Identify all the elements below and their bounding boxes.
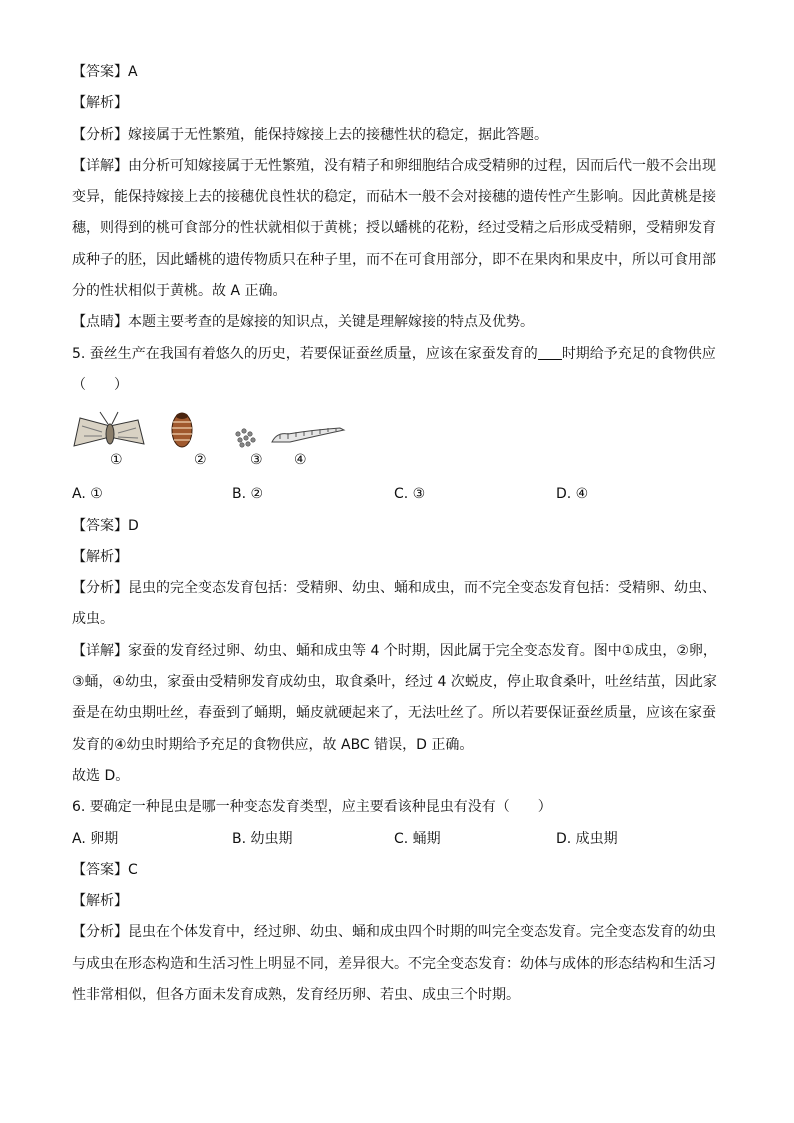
option-d: D. 成虫期 (556, 830, 618, 847)
option-a: A. ① (72, 486, 103, 503)
figure-label: ① (110, 452, 123, 469)
document-page (72, 62, 722, 1016)
option-c: C. 蛹期 (394, 830, 441, 847)
q4-dianjing: 【点睛】本题主要考查的是嫁接的知识点，关键是理解嫁接的特点及优势。 (72, 314, 534, 331)
q4-analysis-heading: 【解析】 (72, 95, 128, 112)
q5-conclusion: 故选 D。 (72, 767, 130, 784)
q5-fenxi (72, 578, 722, 629)
q4-xiangjie (72, 156, 722, 301)
q5-fenxi-line: 成虫。 (72, 611, 114, 628)
q5-paren: （ ） (72, 376, 128, 393)
q5-xiangjie-line: ③蛹，④幼虫，家蚕由受精卵发育成幼虫，取食桑叶，经过 4 次蜕皮，停止取食桑叶，吐丝结茧，因此家 (72, 674, 717, 691)
moth-icon (74, 412, 144, 446)
q4-fenxi: 【分析】嫁接属于无性繁殖，能保持嫁接上去的接穗性状的稳定，据此答题。 (72, 126, 548, 143)
q4-xiangjie-line: 【详解】由分析可知嫁接属于无性繁殖，没有精子和卵细胞结合成受精卵的过程，因而后代一般不会出现 (72, 157, 716, 174)
q4-xiangjie-line: 成种子的胚，因此蟠桃的遗传物质只在种子里，而不在可食用部分，即不在果肉和果皮中，所以可食用部 (72, 251, 716, 268)
q5-answer: 【答案】D (72, 517, 139, 534)
q5-xiangjie (72, 641, 722, 755)
q6-options (72, 829, 722, 849)
q4-xiangjie-line: 穗，则得到的桃可食部分的性状就相似于黄桃；授以蟠桃的花粉，经过受精之后形成受精卵，受精卵发育 (72, 220, 716, 237)
q4-xiangjie-line: 分的性状相似于黄桃。故 A 正确。 (72, 283, 287, 300)
answer-blank (538, 345, 562, 360)
silkworm-stages-illustration (72, 406, 362, 454)
larva-icon (272, 428, 344, 442)
q6-stem: 6. 要确定一种昆虫是哪一种变态发育类型，应主要看该种昆虫有没有（ ） (72, 799, 552, 816)
q5-xiangjie-line: 发育的④幼虫时期给予充足的食物供应，故 ABC 错误，D 正确。 (72, 736, 474, 753)
q5-fenxi-line: 【分析】昆虫的完全变态发育包括：受精卵、幼虫、蛹和成虫，而不完全变态发育包括：受精卵、幼虫、 (72, 580, 716, 597)
q5-stem (72, 344, 722, 364)
q6-analysis-heading: 【解析】 (72, 893, 128, 910)
q5-analysis-heading: 【解析】 (72, 548, 128, 565)
q6-fenxi-line: 与成虫在形态构造和生活习性上明显不同，差异很大。不完全变态发育：幼体与成体的形态结构和生活习 (72, 955, 716, 972)
q4-answer: 【答案】A (72, 64, 138, 80)
option-c: C. ③ (394, 486, 426, 503)
q5-stem-part-b: 时期给予充足的食物供应 (561, 345, 716, 362)
q4-xiangjie-line: 变异，能保持嫁接上去的接穗优良性状的稳定，而砧木一般不会对接穗的遗传性产生影响。因此黄桃是接 (72, 189, 716, 206)
q5-options (72, 484, 722, 504)
q6-fenxi-line: 性非常相似，但各方面未发育成熟，发育经历卵、若虫、成虫三个时期。 (72, 987, 520, 1004)
q6-answer: 【答案】C (72, 861, 138, 878)
option-d: D. ④ (556, 486, 589, 503)
option-b: B. 幼虫期 (232, 830, 293, 847)
silkworm-stages-figure (72, 406, 722, 476)
q6-fenxi-line: 【分析】昆虫在个体发育中，经过卵、幼虫、蛹和成虫四个时期的叫完全变态发育。完全变态发育的幼虫 (72, 924, 716, 941)
figure-label: ② (194, 452, 207, 469)
option-a: A. 卵期 (72, 830, 119, 847)
figure-label: ④ (294, 452, 307, 469)
eggs-icon (236, 429, 255, 447)
q5-stem-part-a: 5. 蚕丝生产在我国有着悠久的历史，若要保证蚕丝质量，应该在家蚕发育的 (72, 345, 538, 362)
q5-xiangjie-line: 【详解】家蚕的发育经过卵、幼虫、蛹和成虫等 4 个时期，因此属于完全变态发育。图中①成虫，②卵， (72, 642, 717, 659)
figure-label: ③ (250, 452, 263, 469)
pupa-icon (172, 413, 192, 447)
q6-fenxi (72, 922, 722, 1005)
q5-xiangjie-line: 蚕是在幼虫期吐丝，春蚕到了蛹期，蛹皮就硬起来了，无法吐丝了。所以若要保证蚕丝质量，应该在家蚕 (72, 705, 716, 722)
option-b: B. ② (232, 486, 264, 503)
